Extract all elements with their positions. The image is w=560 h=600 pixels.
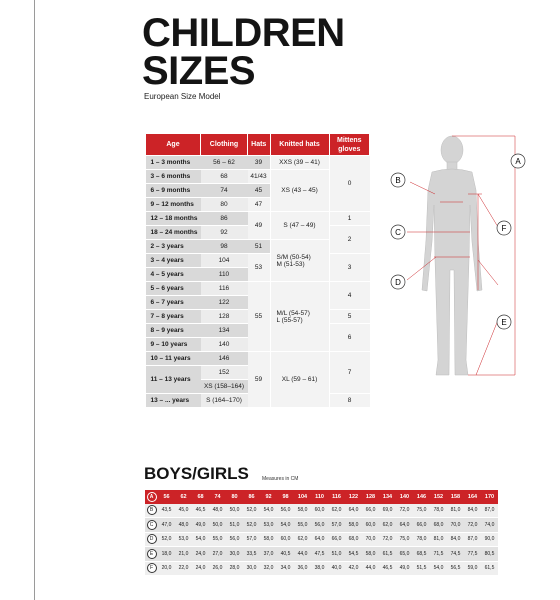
measure-value-cell: 75,0: [413, 504, 430, 518]
size-header-cell: 98: [277, 490, 294, 504]
measure-value-cell: 54,0: [277, 518, 294, 533]
age-cell: 6 – 7 years: [146, 296, 201, 310]
measure-value-cell: 54,5: [345, 547, 362, 562]
measure-value-cell: 78,0: [430, 504, 447, 518]
measure-value-cell: 40,0: [328, 561, 345, 576]
measure-row: [145, 561, 498, 576]
knitted-cell: S (47 – 49): [270, 212, 329, 240]
age-cell: 4 – 5 years: [146, 268, 201, 282]
measure-value-cell: 56,0: [226, 532, 243, 547]
hat-cell: 47: [248, 198, 271, 212]
measure-value-cell: 74,0: [481, 518, 498, 533]
mittens-cell: 4: [329, 282, 370, 310]
age-cell: 18 – 24 months: [146, 226, 201, 240]
measure-value-cell: 26,0: [209, 561, 226, 576]
measure-value-cell: 57,0: [328, 518, 345, 533]
measure-value-cell: 60,0: [277, 532, 294, 547]
size-header-cell: 158: [447, 490, 464, 504]
measure-row: [145, 532, 498, 547]
row-label-cell: [145, 518, 158, 533]
knitted-cell: [270, 240, 329, 282]
size-header-cell: 68: [192, 490, 209, 504]
measure-value-cell: 48,0: [209, 504, 226, 518]
label-e: [497, 315, 511, 329]
measure-value-cell: 72,0: [396, 504, 413, 518]
measure-value-cell: 80,5: [481, 547, 498, 562]
clothing-cell: 80: [201, 198, 248, 212]
measure-value-cell: 20,0: [158, 561, 175, 576]
mittens-cell: 6: [329, 324, 370, 352]
measure-value-cell: 65,0: [396, 547, 413, 562]
measure-value-cell: 38,0: [311, 561, 328, 576]
measure-value-cell: 61,5: [481, 561, 498, 576]
size-header-cell: 122: [345, 490, 362, 504]
measure-label: F: [147, 563, 157, 573]
measure-value-cell: 32,0: [260, 561, 277, 576]
clothing-cell: 104: [201, 254, 248, 268]
title-line-2: SIZES: [142, 49, 256, 93]
knitted-cell: [270, 282, 329, 352]
measure-label: B: [147, 505, 157, 515]
svg-text:F: F: [501, 224, 507, 233]
measure-value-cell: 49,0: [396, 561, 413, 576]
size-header-row: [145, 490, 498, 504]
age-cell: 7 – 8 years: [146, 310, 201, 324]
size-header-cell: 92: [260, 490, 277, 504]
knitted-cell: XXS (39 – 41): [270, 156, 329, 170]
size-table: [145, 133, 370, 408]
row-label-cell: [145, 561, 158, 576]
measure-value-cell: 62,0: [328, 504, 345, 518]
clothing-cell: 68: [201, 170, 248, 184]
boys-girls-table: [145, 490, 498, 576]
measure-value-cell: 45,0: [175, 504, 192, 518]
hat-cell: 53: [248, 254, 271, 282]
measure-value-cell: 87,0: [481, 504, 498, 518]
size-header-cell: 104: [294, 490, 311, 504]
size-header-cell: 62: [175, 490, 192, 504]
measure-label: A: [147, 492, 157, 502]
measure-value-cell: 28,0: [226, 561, 243, 576]
measure-value-cell: 48,0: [175, 518, 192, 533]
measure-value-cell: 30,0: [243, 561, 260, 576]
clothing-cell: 140: [201, 338, 248, 352]
measure-value-cell: 72,0: [379, 532, 396, 547]
clothing-cell: 98: [201, 240, 248, 254]
knitted-line: M (51-53): [276, 260, 305, 268]
age-cell: 3 – 6 months: [146, 170, 201, 184]
measure-value-cell: 84,0: [447, 532, 464, 547]
measure-row: [145, 518, 498, 533]
measure-value-cell: 87,0: [464, 532, 481, 547]
mittens-cell: 7: [329, 352, 370, 394]
child-silhouette: [422, 136, 482, 375]
measure-value-cell: 52,0: [243, 518, 260, 533]
knitted-line: M/L (54-57): [276, 309, 310, 317]
clothing-cell: 110: [201, 268, 248, 282]
page-title: [142, 11, 345, 93]
measure-value-cell: 55,0: [209, 532, 226, 547]
svg-text:D: D: [395, 278, 401, 287]
mittens-cell: 0: [329, 156, 370, 212]
row-label-cell: [145, 532, 158, 547]
hat-cell: 39: [248, 156, 271, 170]
size-header-cell: 134: [379, 490, 396, 504]
label-d: [391, 275, 405, 289]
measure-value-cell: 66,0: [328, 532, 345, 547]
measure-value-cell: 50,0: [226, 504, 243, 518]
row-label-cell: [145, 547, 158, 562]
measure-value-cell: 68,0: [345, 532, 362, 547]
measure-value-cell: 56,5: [447, 561, 464, 576]
clothing-cell: 74: [201, 184, 248, 198]
measure-value-cell: 55,0: [294, 518, 311, 533]
label-c: [391, 225, 405, 239]
size-header-cell: 116: [328, 490, 345, 504]
age-cell: 11 – 13 years: [146, 366, 201, 394]
measure-label: C: [147, 520, 157, 530]
clothing-cell: 146: [201, 352, 248, 366]
knitted-cell: XS (43 – 45): [270, 170, 329, 212]
measure-value-cell: 51,5: [413, 561, 430, 576]
measure-value-cell: 51,0: [328, 547, 345, 562]
measure-value-cell: 53,0: [260, 518, 277, 533]
measure-row: [145, 504, 498, 518]
measure-row: [145, 547, 498, 562]
measure-value-cell: 57,0: [243, 532, 260, 547]
size-header-cell: 80: [226, 490, 243, 504]
measure-value-cell: 66,0: [362, 504, 379, 518]
measure-value-cell: 44,0: [362, 561, 379, 576]
measure-value-cell: 52,0: [243, 504, 260, 518]
mittens-cell: 3: [329, 254, 370, 282]
measure-value-cell: 64,0: [311, 532, 328, 547]
svg-text:C: C: [395, 228, 401, 237]
clothing-cell: 116: [201, 282, 248, 296]
hat-cell: 41/43: [248, 170, 271, 184]
measure-value-cell: 24,0: [192, 561, 209, 576]
measure-value-cell: 37,0: [260, 547, 277, 562]
age-cell: 1 – 3 months: [146, 156, 201, 170]
measure-value-cell: 61,5: [379, 547, 396, 562]
size-header-cell: 152: [430, 490, 447, 504]
svg-text:E: E: [501, 318, 507, 327]
measure-value-cell: 33,5: [243, 547, 260, 562]
header-mittens: Mittens gloves: [329, 134, 370, 156]
measure-value-cell: 62,0: [294, 532, 311, 547]
measure-value-cell: 56,0: [311, 518, 328, 533]
measure-value-cell: 43,5: [158, 504, 175, 518]
measure-value-cell: 27,0: [209, 547, 226, 562]
age-cell: 13 – ... years: [146, 394, 201, 408]
hat-cell: 45: [248, 184, 271, 198]
measure-value-cell: 51,0: [226, 518, 243, 533]
measure-value-cell: 47,5: [311, 547, 328, 562]
measure-value-cell: 56,0: [277, 504, 294, 518]
svg-text:B: B: [395, 176, 401, 185]
age-cell: 8 – 9 years: [146, 324, 201, 338]
measure-value-cell: 18,0: [158, 547, 175, 562]
measure-value-cell: 24,0: [192, 547, 209, 562]
size-header-cell: 128: [362, 490, 379, 504]
measure-label: D: [147, 534, 157, 544]
hat-cell: 51: [248, 240, 271, 254]
measure-value-cell: 36,0: [294, 561, 311, 576]
header-age: Age: [146, 134, 201, 156]
clothing-cell: 56 – 62: [201, 156, 248, 170]
measure-value-cell: 49,0: [192, 518, 209, 533]
measure-value-cell: 68,0: [430, 518, 447, 533]
mittens-cell: 8: [329, 394, 370, 408]
row-label-cell: [145, 490, 158, 504]
measure-value-cell: 70,0: [362, 532, 379, 547]
measure-value-cell: 62,0: [379, 518, 396, 533]
measure-value-cell: 81,0: [430, 532, 447, 547]
size-header-cell: 86: [243, 490, 260, 504]
boys-girls-note: Measures in CM: [262, 476, 299, 482]
hat-cell: 49: [248, 212, 271, 240]
label-f: [497, 221, 511, 235]
measure-value-cell: 81,0: [447, 504, 464, 518]
measure-value-cell: 71,5: [430, 547, 447, 562]
size-header-cell: 74: [209, 490, 226, 504]
measure-value-cell: 53,0: [175, 532, 192, 547]
measure-value-cell: 22,0: [175, 561, 192, 576]
measure-value-cell: 58,0: [294, 504, 311, 518]
size-header-cell: 170: [481, 490, 498, 504]
measure-value-cell: 69,0: [379, 504, 396, 518]
size-header-cell: 164: [464, 490, 481, 504]
knitted-line: S/M (50-54): [276, 253, 311, 261]
age-cell: 5 – 6 years: [146, 282, 201, 296]
mittens-cell: 1: [329, 212, 370, 226]
measure-value-cell: 30,0: [226, 547, 243, 562]
header-clothing: Clothing: [201, 134, 248, 156]
measure-value-cell: 54,0: [260, 504, 277, 518]
measure-value-cell: 52,0: [158, 532, 175, 547]
measure-value-cell: 50,0: [209, 518, 226, 533]
measure-value-cell: 34,0: [277, 561, 294, 576]
title-line-1: CHILDREN: [142, 11, 345, 55]
size-header-cell: 146: [413, 490, 430, 504]
size-header-cell: 56: [158, 490, 175, 504]
measure-value-cell: 47,0: [158, 518, 175, 533]
clothing-cell: 134: [201, 324, 248, 338]
measure-value-cell: 59,0: [464, 561, 481, 576]
age-cell: 9 – 10 years: [146, 338, 201, 352]
measure-value-cell: 58,0: [260, 532, 277, 547]
label-a: [511, 154, 525, 168]
measure-value-cell: 54,0: [430, 561, 447, 576]
measure-value-cell: 58,0: [345, 518, 362, 533]
measure-value-cell: 46,5: [192, 504, 209, 518]
age-cell: 2 – 3 years: [146, 240, 201, 254]
knitted-cell: XL (59 – 61): [270, 352, 329, 408]
label-b: [391, 173, 405, 187]
measure-value-cell: 60,0: [311, 504, 328, 518]
clothing-cell: 86: [201, 212, 248, 226]
age-cell: 3 – 4 years: [146, 254, 201, 268]
clothing-cell: 122: [201, 296, 248, 310]
measure-value-cell: 64,0: [345, 504, 362, 518]
measure-value-cell: 90,0: [481, 532, 498, 547]
mittens-cell: 5: [329, 310, 370, 324]
boys-girls-title: BOYS/GIRLS: [144, 464, 249, 483]
measure-value-cell: 64,0: [396, 518, 413, 533]
clothing-cell: XS (158–164): [201, 380, 248, 394]
hat-cell: 59: [248, 352, 271, 408]
header-knitted-hats: Knitted hats: [270, 134, 329, 156]
hat-cell: 55: [248, 282, 271, 352]
clothing-cell: 152: [201, 366, 248, 380]
measure-value-cell: 77,5: [464, 547, 481, 562]
left-margin-line: [34, 0, 35, 600]
measure-value-cell: 40,5: [277, 547, 294, 562]
size-header-cell: 140: [396, 490, 413, 504]
age-cell: 10 – 11 years: [146, 352, 201, 366]
measure-value-cell: 21,0: [175, 547, 192, 562]
row-label-cell: [145, 504, 158, 518]
mittens-cell: 2: [329, 226, 370, 254]
measure-label: E: [147, 549, 157, 559]
measure-value-cell: 78,0: [413, 532, 430, 547]
measure-value-cell: 60,0: [362, 518, 379, 533]
age-cell: 9 – 12 months: [146, 198, 201, 212]
measure-value-cell: 74,5: [447, 547, 464, 562]
measure-value-cell: 42,0: [345, 561, 362, 576]
measure-value-cell: 72,0: [464, 518, 481, 533]
measure-value-cell: 44,0: [294, 547, 311, 562]
clothing-cell: 128: [201, 310, 248, 324]
measure-value-cell: 54,0: [192, 532, 209, 547]
header-hats: Hats: [248, 134, 271, 156]
measure-value-cell: 75,0: [396, 532, 413, 547]
svg-text:A: A: [515, 157, 521, 166]
measure-value-cell: 84,0: [464, 504, 481, 518]
knitted-line: L (55-57): [276, 316, 303, 324]
measure-value-cell: 66,0: [413, 518, 430, 533]
clothing-cell: 92: [201, 226, 248, 240]
size-header-cell: 110: [311, 490, 328, 504]
age-cell: 12 – 18 months: [146, 212, 201, 226]
subtitle: European Size Model: [144, 92, 221, 101]
age-cell: 6 – 9 months: [146, 184, 201, 198]
measure-value-cell: 68,5: [413, 547, 430, 562]
measure-value-cell: 58,0: [362, 547, 379, 562]
clothing-cell: S (164–170): [201, 394, 248, 408]
measure-value-cell: 70,0: [447, 518, 464, 533]
measure-value-cell: 46,5: [379, 561, 396, 576]
child-measurement-figure: [380, 130, 540, 380]
